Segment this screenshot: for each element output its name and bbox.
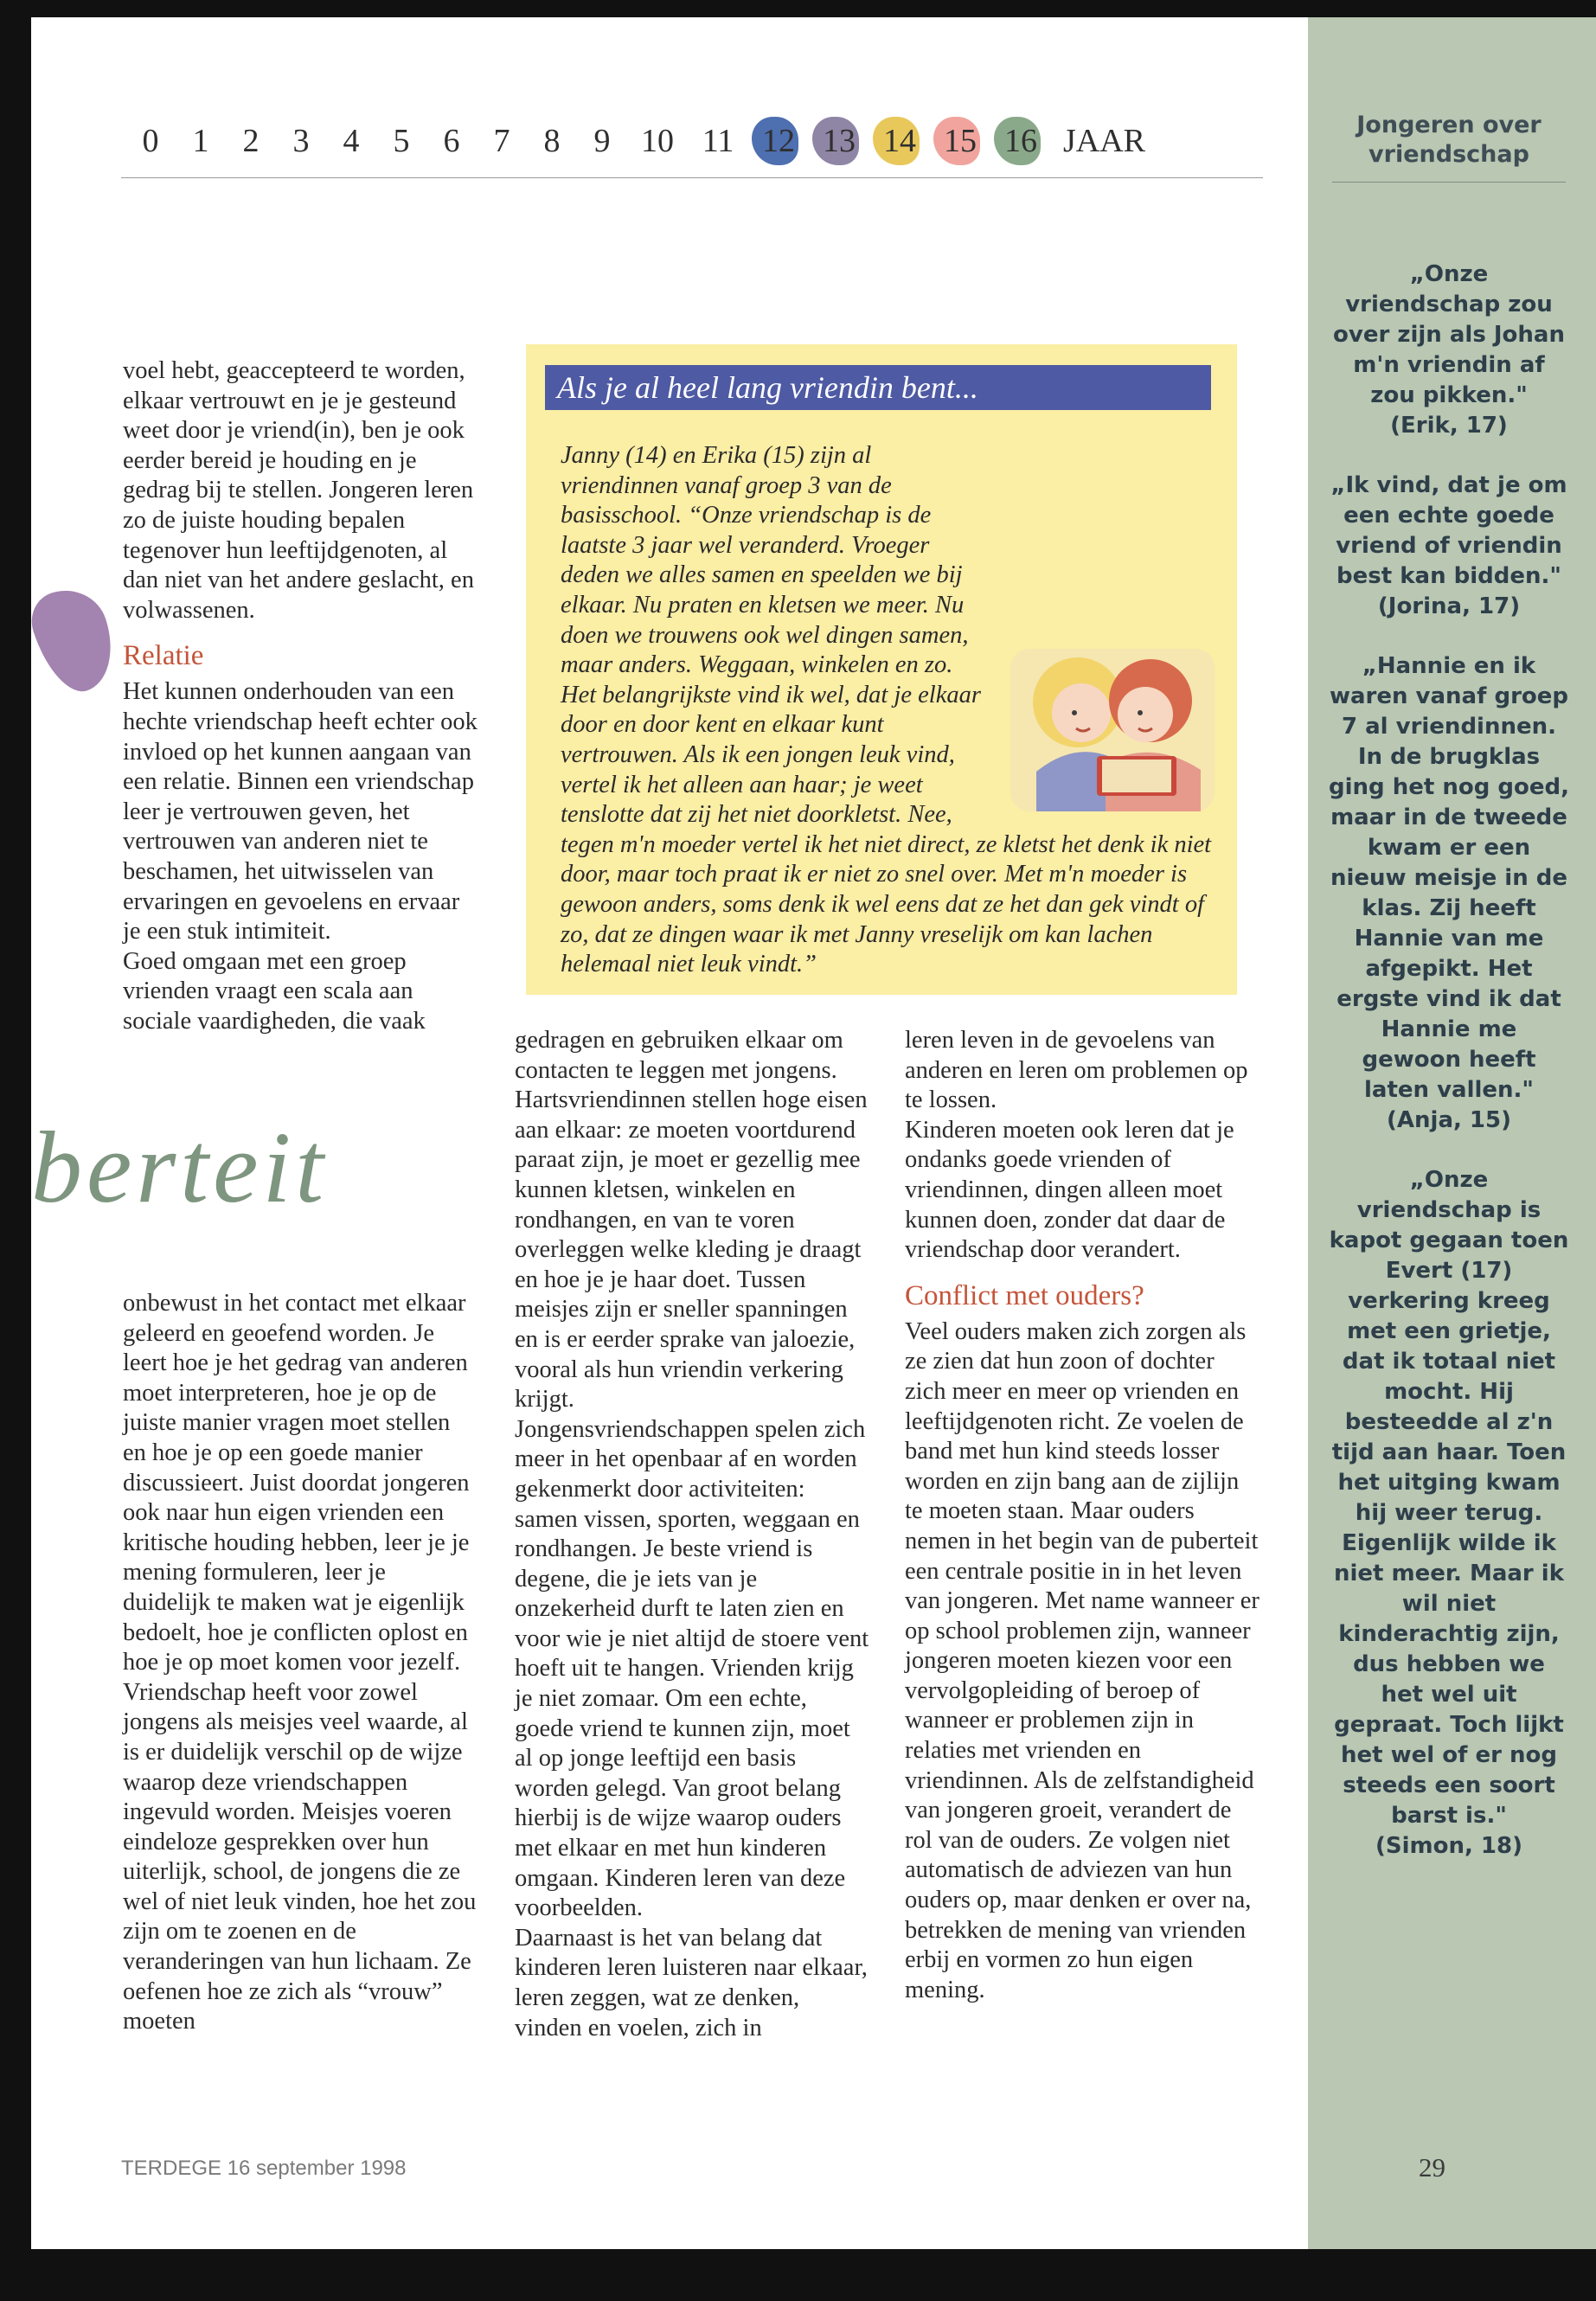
- page-frame-top: [0, 0, 1596, 17]
- inset-title: Als je al heel lang vriendin bent...: [545, 365, 1211, 410]
- quote-erik: „Onze vriendschap zou over zijn als Johan m'n vriendin af zou pikken." (Erik, 17): [1333, 261, 1565, 439]
- column-1-paragraph-1: onbewust in het contact met elkaar geleerd en geoefend worden. Je leert hoe je het gedrag van anderen moet interpreteren, hoe je op de juiste manier vragen moet stellen en hoe je op een goede manier discussieert. Juist doordat jongeren ook naar hun eigen vrienden een kritische houding hebben, leer je je mening formuleren, leer je duidelijk te maken wat je eigenlijk bedoelt, hoe je conflicten oplost en hoe je op moet komen voor jezelf.: [123, 1290, 470, 1676]
- column-2-paragraph-1: gedragen en gebruiken elkaar om contacten te leggen met jongens. Hartsvriendinnen stellen hoge eisen aan elkaar: ze moeten voortdurend paraat zijn, je moet er gezellig mee kunnen kletsen, winkelen en rondhangen, en van te voren overleggen welke kleding je draagt en hoe je je haar doet. Tussen meisjes zijn er sneller spanningen en is er eerder sprake van jaloezie, vooral als hun vriendin verkering krijgt.: [515, 1027, 868, 1413]
- age-unit-label: JAAR: [1063, 123, 1146, 159]
- column-3-paragraph-2: Kinderen moeten ook leren dat je ondanks goede vrienden of vriendinnen, dingen alleen moet kunnen doen, zonder dat daar de vriendschap door verandert.: [905, 1116, 1234, 1264]
- quote-simon: „Onze vriendschap is kapot gegaan toen Evert (17) verkering kreeg met een grietje, dat ik totaal niet mocht. Hij besteedde al z'n tijd aan haar. Toen het uitging kwam hij weer terug. Eigenlijk wilde ik niet meer. Maar ik wil niet kinderachtig zijn, dus hebben we het wel uit gepraat. Toch lijkt het wel of er nog steeds een soort barst is." (Simon, 18): [1329, 1167, 1569, 1859]
- column-3: [905, 1026, 1261, 2005]
- sidebar-divider: [1332, 182, 1566, 183]
- column-2-paragraph-2: Jongensvriendschappen spelen zich meer in het openbaar af en worden gekenmerkt door activiteiten: samen vissen, sporten, weggaan en rondhangen. Je beste vriend is degene, die je iets van je onzekerheid durft te laten zien en voor wie je niet altijd de stoere vent hoeft uit te hangen. Vrienden krijg je niet zomaar. Om een echte, goede vriend te kunnen zijn, moet al op jonge leeftijd een basis worden gelegd. Van groot belang hierbij is de wijze waarop ouders met elkaar en met hun kinderen omgaan. Kinderen leren van deze voorbeelden.: [515, 1415, 869, 1922]
- age-6: 6: [443, 123, 460, 159]
- age-4: 4: [343, 123, 360, 159]
- age-11: 11: [702, 123, 734, 159]
- age-3: 3: [292, 123, 310, 159]
- age-13-highlight: 13: [809, 122, 869, 160]
- relatie-paragraph-2: Goed omgaan met een groep vrienden vraagt een scala aan sociale vaardigheden, die vaak: [123, 947, 426, 1035]
- sidebar-title: Jongeren over vriendschap: [1356, 112, 1542, 168]
- age-scale: [125, 114, 1145, 168]
- age-0: 0: [142, 123, 159, 159]
- age-5: 5: [393, 123, 410, 159]
- intro-paragraph: voel hebt, geaccepteerd te worden, elkaar vertrouwt en je je gesteund weet door je vriend(in), ben je ook eerder bereid je houding en je gedrag bij te stellen. Jongeren leren zo de juiste houding bepalen tegenover hun leeftijdgenoten, al dan niet van het andere geslacht, en volwassenen.: [123, 357, 474, 624]
- page-frame-left: [0, 0, 31, 2301]
- big-word-puberteit: berteit: [31, 1111, 329, 1224]
- sidebar-quotes: [1329, 260, 1569, 1891]
- inset-body: [561, 441, 1218, 980]
- inset-text: Janny (14) en Erika (15) zijn al vriendinnen vanaf groep 3 van de basisschool. “Onze vriendschap is de laatste 3 jaar wel veranderd. Vroeger deden we alles samen en speelden we bij elkaar. Nu praten en kletsen we meer. Nu doen we trouwens ook wel dingen samen, maar anders. Weggaan, winkelen en zo. Het belangrijkste vind ik wel, dat je elkaar door en door kent en elkaar kunt vertrouwen. Als ik een jongen leuk vind, vertel ik het alleen aan haar; je weet tenslotte dat zij het niet doorkletst. Nee, tegen m'n moeder vertel ik het niet direct, ze kletst het denk ik niet door, maar toch praat ik er niet zo snel over. Met m'n moeder is gewoon anders, soms denk ik wel eens dat ze het dan gek vindt of zo, dat ze dingen waar ik met Janny vreselijk om kan lachen helemaal niet leuk vindt.”: [561, 442, 1212, 978]
- header-divider: [121, 177, 1263, 178]
- column-1-paragraph-2: Vriendschap heeft voor zowel jongens als meisjes veel waarde, al is er duidelijk verschil op de wijze waarop deze vriendschappen ingevuld worden. Meisjes voeren eindeloze gesprekken over hun uiterlijk, school, de jongens die ze wel of niet leuk vinden, hoe het zou zijn om te zoenen en de veranderingen van hun lichaam. Ze oefenen hoe ze zich als “vrouw” moeten: [123, 1678, 477, 2035]
- column-1-top: [123, 356, 479, 1036]
- age-12-highlight: 12: [748, 122, 809, 160]
- page-frame-bottom: [0, 2249, 1596, 2301]
- column-1-bottom: [123, 1289, 479, 2037]
- page-number: 29: [1419, 2152, 1445, 2182]
- age-7: 7: [493, 123, 510, 159]
- girls-reading-illustration: [1002, 642, 1218, 815]
- column-2: [515, 1026, 871, 2043]
- column-2-paragraph-3: Daarnaast is het van belang dat kinderen leren luisteren naar elkaar, leren zeggen, wat ze denken, vinden en voelen, zich in: [515, 1924, 868, 2041]
- age-16-highlight: 16: [990, 122, 1051, 160]
- column-3-paragraph-1: leren leven in de gevoelens van anderen en leren om problemen op te lossen.: [905, 1027, 1248, 1114]
- decorative-purple-shape: [24, 580, 125, 701]
- age-1: 1: [192, 123, 209, 159]
- age-8: 8: [543, 123, 561, 159]
- age-15-highlight: 15: [930, 122, 990, 160]
- quote-jorina: „Ik vind, dat je om een echte goede vriend of vriendin best kan bidden." (Jorina, 17): [1330, 472, 1567, 619]
- age-9: 9: [593, 123, 611, 159]
- relatie-paragraph-1: Het kunnen onderhouden van een hechte vriendschap heeft echter ook invloed op het kunnen aangaan van een relatie. Binnen een vriendschap leer je vertrouwen geven, het vertrouwen van anderen niet te beschamen, het uitwisselen van ervaringen en gevoelens en ervaar je een stuk intimiteit.: [123, 678, 478, 945]
- heading-relatie: Relatie: [123, 640, 204, 672]
- age-2: 2: [242, 123, 260, 159]
- quote-anja: „Hannie en ik waren vanaf groep 7 al vriendinnen. In de brugklas ging het nog goed, maar in de tweede kwam er een nieuw meisje in de klas. Zij heeft Hannie van me afgepikt. Het ergste vind ik dat Hannie me gewoon heeft laten vallen." (Anja, 15): [1329, 653, 1569, 1133]
- age-14-highlight: 14: [869, 122, 930, 160]
- age-10: 10: [641, 123, 674, 159]
- footer-source: TERDEGE 16 september 1998: [121, 2157, 407, 2180]
- column-3-paragraph-3: Veel ouders maken zich zorgen als ze zien dat hun zoon of dochter zich meer en meer op vrienden en leeftijdgenoten richt. Ze voelen de band met hun kind steeds losser worden en zijn bang aan de zijlijn te moeten staan. Maar ouders nemen in het begin van de puberteit een centrale positie in in het leven van jongeren. Met name wanneer er op school problemen zijn, wanneer jongeren moeten kiezen voor een vervolgopleiding of beroep of wanneer er problemen zijn in relaties met vrienden en vriendinnen. Als de zelfstandigheid van jongeren groeit, verandert de rol van de ouders. Ze volgen niet automatisch de adviezen van hun ouders op, maar denken er over na, betrekken de mening van vrienden erbij en vormen zo hun eigen mening.: [905, 1317, 1259, 2003]
- heading-conflict-met-ouders: Conflict met ouders?: [905, 1279, 1144, 1311]
